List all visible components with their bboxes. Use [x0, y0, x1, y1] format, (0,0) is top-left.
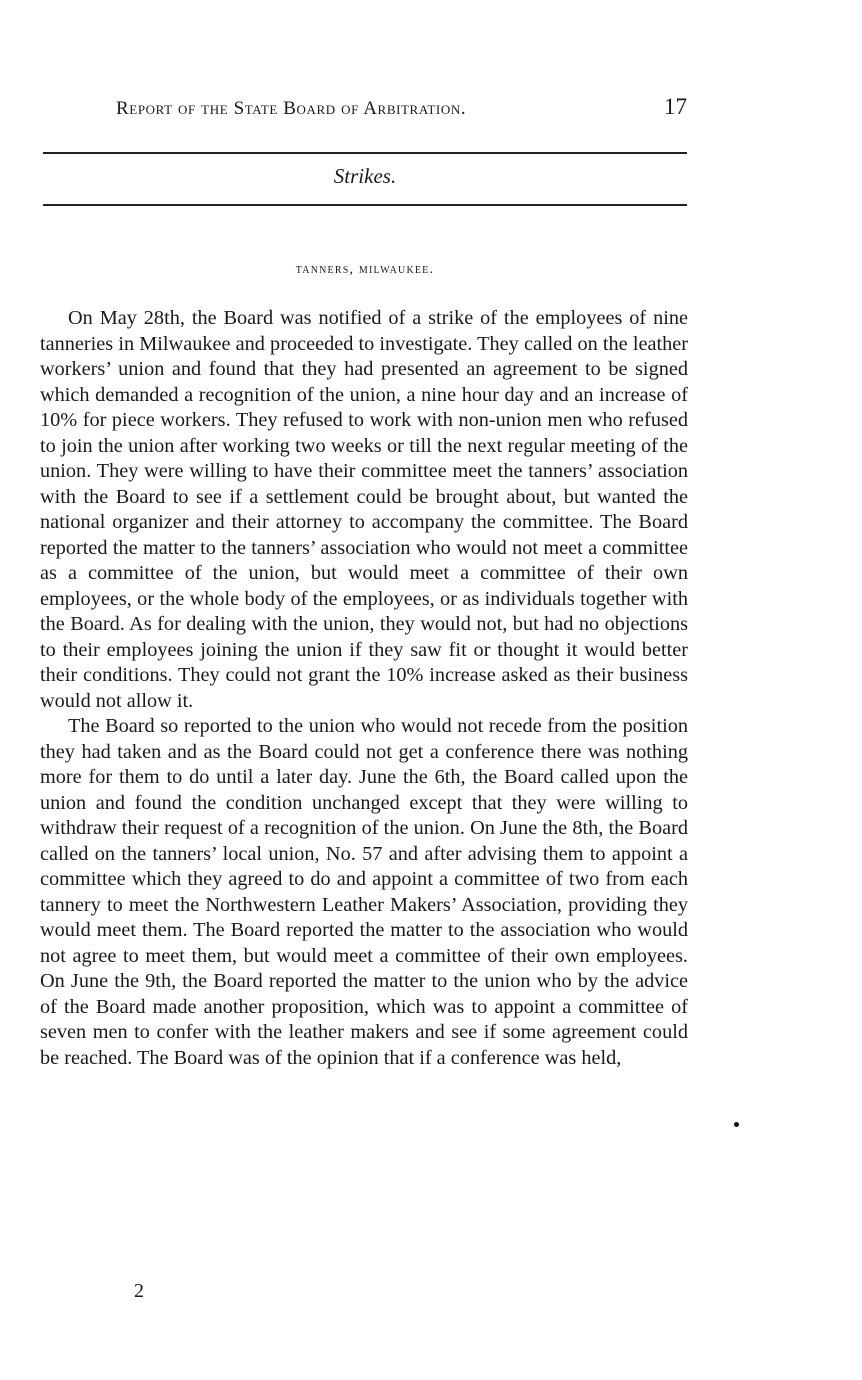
running-title: Report of the State Board of Arbitration.	[116, 98, 467, 119]
bottom-rule	[43, 204, 687, 206]
ink-speck	[734, 1122, 739, 1127]
page-number: 17	[664, 94, 687, 119]
running-head	[0, 94, 862, 130]
section-title: Strikes.	[333, 164, 397, 188]
article-body	[40, 306, 688, 1071]
article-heading: tanners, milwaukee.	[295, 262, 435, 277]
paragraph: The Board so reported to the union who would not recede from the position they had taken and as the Board could not get a conference there was nothing more for them to do until a later day. June the 6th, the Board called upon the union and found the condition unchanged except that they were willing to withdraw their request of a recognition of the union. On June the 8th, the Board called on the tanners’ local union, No. 57 and after advising them to appoint a committee which they agreed to do and appoint a committee of two from each tannery to meet the Northwestern Leather Makers’ Association, providing they would meet them. The Board reported the matter to the association who would not agree to meet them, but would meet a committee of their own employees. On June the 9th, the Board reported the matter to the union who by the advice of the Board made another proposition, which was to appoint a committee of seven men to confer with the leather makers and see if some agreement could be reached. The Board was of the opinion that if a conference was held,	[40, 715, 688, 1069]
signature-mark: 2	[134, 1280, 144, 1302]
paragraph: On May 28th, the Board was notified of a strike of the employees of nine tanneries in Milwaukee and proceeded to investigate. They called on the leather workers’ union and found that they had presented an agreement to be signed which demanded a recognition of the union, a nine hour day and an increase of 10% for piece workers. They refused to work with non-union men who refused to join the union after working two weeks or till the next regular meeting of the union. They were willing to have their committee meet the tanners’ association with the Board to see if a settlement could be brought about, but wanted the national organizer and their attorney to accompany the committee. The Board reported the matter to the tanners’ association who would not meet a committee as a committee of the union, but would meet a committee of their own employees, or the whole body of the employees, or as individuals together with the Board. As for dealing with the union, they would not, but had no objections to their employees joining the union if they saw fit or thought it would better their conditions. They could not grant the 10% increase asked as their business would not allow it.	[40, 307, 688, 712]
top-rule	[43, 152, 687, 154]
